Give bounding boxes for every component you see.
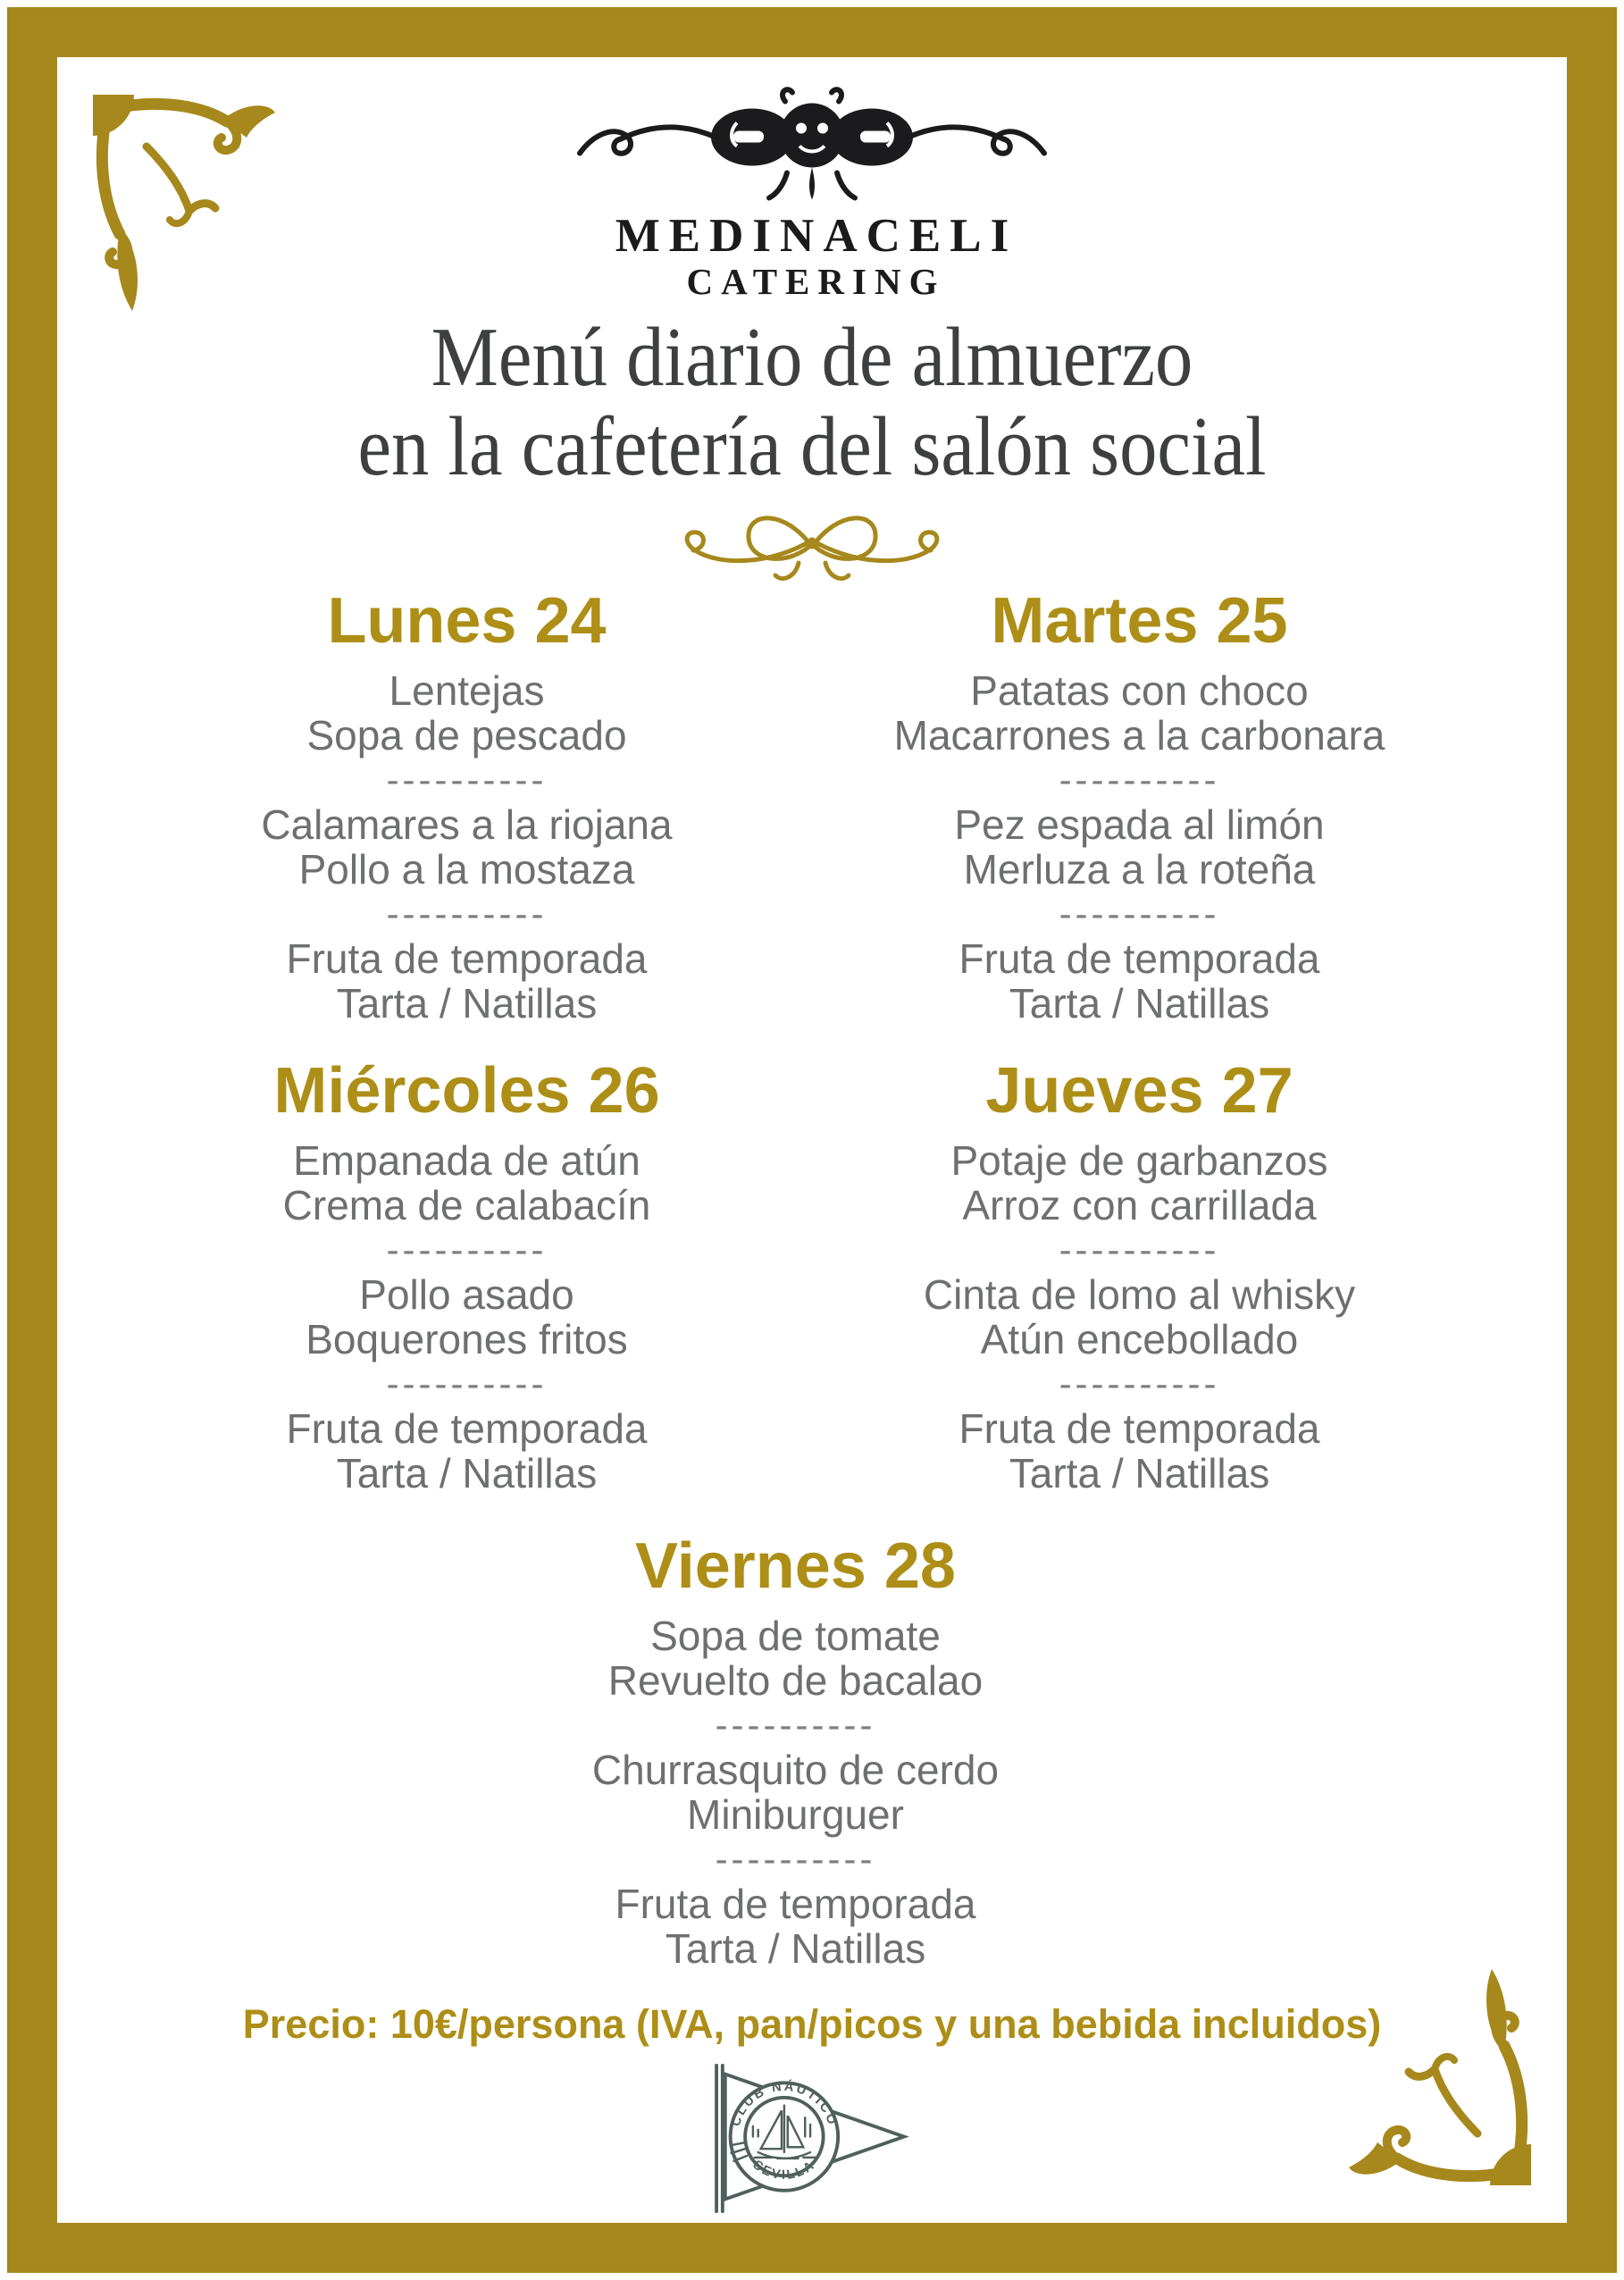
dish: Merluza a la roteña [963,846,1316,893]
dish: Fruta de temporada [286,935,648,982]
dish: Pez espada al limón [954,801,1325,848]
dish: Boquerones fritos [306,1316,628,1362]
price-line: Precio: 10€/persona (IVA, pan/picos y una bebida incluidos) [242,2001,1382,2047]
dish: Sopa de tomate [650,1613,941,1659]
menu-row-1 [130,586,1476,1026]
page-title [81,313,1543,491]
course-separator: ---------- [715,1838,876,1880]
day-lunes [130,586,803,1026]
engraving-ornament-icon [562,85,1062,205]
dish: Tarta / Natillas [665,1925,926,1972]
stamp-top-text: CLUB NÁUTICO [728,2079,841,2129]
day-title: Viernes 28 [635,1530,956,1602]
day-jueves [803,1056,1476,1496]
dish: Patatas con choco [970,667,1309,714]
course-separator: ---------- [1059,1228,1220,1270]
swirl-divider-icon [665,500,959,586]
dish: Pollo a la mostaza [298,846,635,893]
dish: Tarta / Natillas [336,1450,598,1496]
brand-name: MEDINACELI [615,210,1018,262]
dish: Tarta / Natillas [1009,980,1270,1027]
weekly-menu [130,586,1476,1971]
dish: Churrasquito de cerdo [591,1747,1000,1793]
dish: Pollo asado [359,1271,574,1318]
course-separator: ---------- [386,893,548,935]
dish: Calamares a la riojana [261,801,673,848]
course-separator: ---------- [1059,893,1220,935]
brand-subtitle: CATERING [686,261,946,302]
menu-row-2 [130,1056,1476,1496]
menu-row-3 [130,1531,1476,1971]
dish: Tarta / Natillas [1009,1450,1270,1496]
page-title-line1: Menú diario de almuerzo [431,311,1193,404]
dish: Fruta de temporada [958,1405,1320,1452]
stamp-bottom-text: SEVILLA [749,2158,819,2184]
dish: Atún encebollado [980,1316,1299,1362]
day-title: Martes 25 [991,585,1288,657]
dish: Revuelto de bacalao [607,1657,984,1704]
dish: Macarrones a la carbonara [893,712,1385,759]
day-title: Lunes 24 [327,585,607,657]
dish: Fruta de temporada [958,935,1320,982]
dish: Cinta de lomo al whisky [923,1271,1356,1318]
dish: Fruta de temporada [615,1881,976,1927]
dish: Lentejas [389,667,545,714]
course-separator: ---------- [1059,759,1220,801]
club-nautico-sevilla-stamp-icon [705,2060,919,2217]
dish: Sopa de pescado [306,712,627,759]
dish: Tarta / Natillas [336,980,598,1027]
dish: Miniburguer [687,1791,904,1838]
page-title-line2: en la cafetería del salón social [357,400,1267,493]
day-title: Miércoles 26 [273,1055,660,1127]
course-separator: ---------- [386,759,548,801]
course-separator: ---------- [1059,1362,1220,1404]
day-title: Jueves 27 [985,1055,1293,1127]
day-miercoles [130,1056,803,1496]
course-separator: ---------- [386,1228,548,1270]
course-separator: ---------- [715,1704,876,1746]
dish: Potaje de garbanzos [950,1137,1328,1184]
dish: Fruta de temporada [286,1405,648,1452]
day-viernes [459,1531,1132,1971]
dish: Empanada de atún [293,1137,640,1184]
dish: Arroz con carrillada [962,1182,1317,1228]
course-separator: ---------- [386,1362,548,1404]
day-martes [803,586,1476,1026]
dish: Crema de calabacín [282,1182,651,1228]
